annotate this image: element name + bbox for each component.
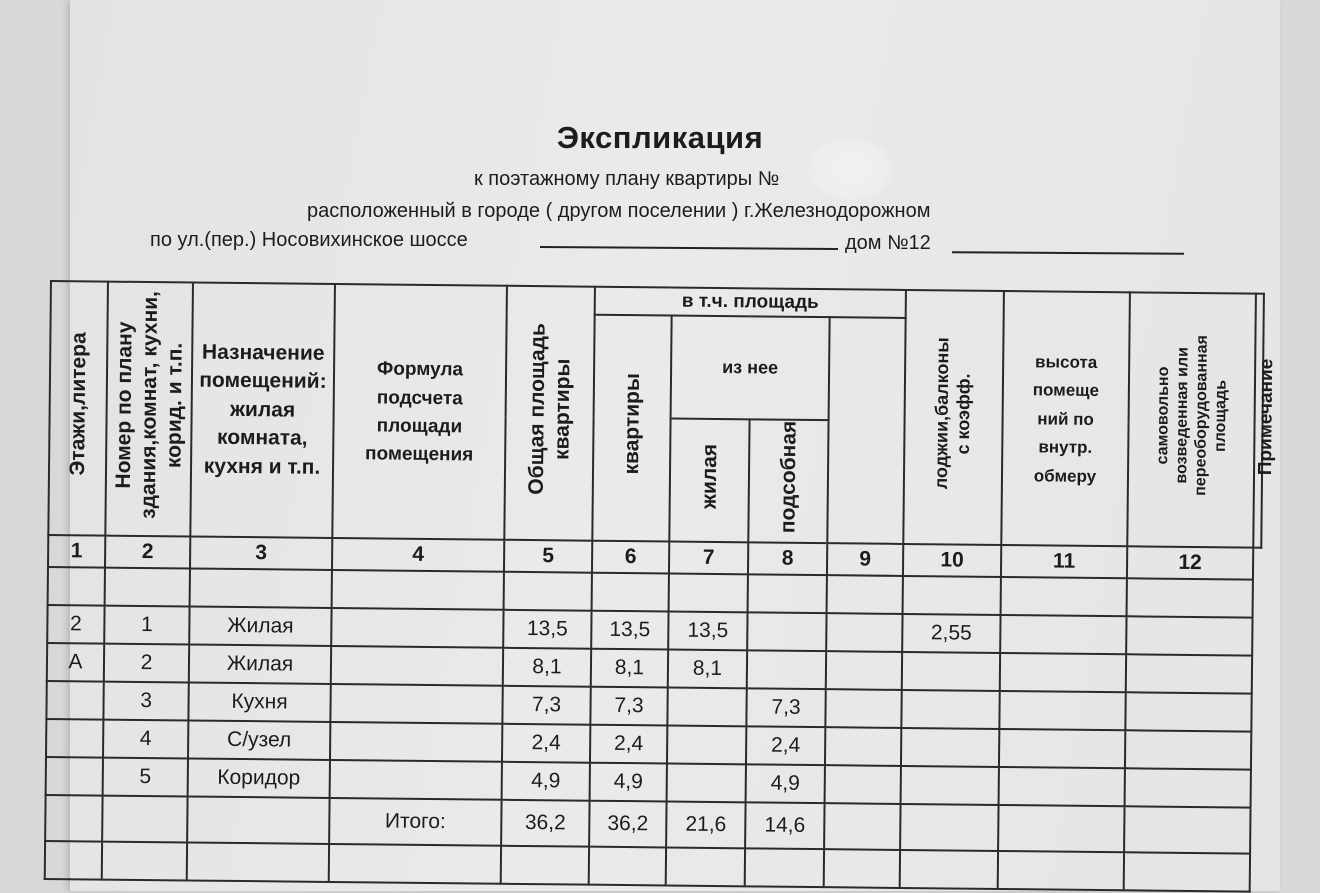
- cell-apartment-area: 2,4: [590, 725, 667, 764]
- cell-loggia: [826, 613, 902, 652]
- document-title: Экспликация: [556, 120, 764, 155]
- cell-purpose: С/узел: [188, 720, 330, 759]
- explication-table: [44, 280, 1278, 893]
- cell-living-area: 8,1: [668, 649, 747, 688]
- cell-floor: [46, 719, 103, 758]
- cell-height: [902, 652, 1000, 691]
- cell-height: 2,55: [902, 614, 1000, 653]
- cell-note: [1126, 654, 1252, 693]
- cell-formula: [331, 646, 503, 686]
- cell-floor: 2: [47, 605, 104, 644]
- cell-total-area: 4,9: [502, 762, 590, 801]
- totals-living-area: 21,6: [666, 801, 745, 848]
- cell-purpose: Жилая: [189, 644, 331, 683]
- header-total-area: Общая площадь квартиры: [504, 286, 595, 541]
- cell-apartment-area: 7,3: [590, 687, 667, 726]
- cell-note: [1125, 692, 1251, 731]
- colnum-2: 2: [105, 536, 190, 569]
- cell-illegal-area: [999, 691, 1125, 730]
- cell-total-area: 13,5: [503, 610, 591, 649]
- header-height: высота помеще ний по внутр. обмеру: [1001, 291, 1130, 546]
- header-apartment-area: квартиры: [592, 315, 671, 542]
- cell-height: [901, 690, 999, 729]
- cell-note: [1125, 768, 1251, 807]
- colnum-10: 10: [903, 544, 1001, 577]
- header-room-purpose: Назначение помещений: жилая комната, кухня и т.п.: [190, 282, 335, 537]
- colnum-8: 8: [748, 542, 827, 575]
- cell-living-area: [667, 763, 746, 802]
- cell-apartment-area: 13,5: [591, 611, 668, 650]
- cell-purpose: Жилая: [189, 606, 331, 645]
- colnum-1: 1: [48, 535, 105, 568]
- cell-formula: [330, 684, 502, 724]
- cell-total-area: 7,3: [502, 686, 590, 725]
- cell-height: [901, 728, 999, 767]
- totals-apartment-area: 36,2: [589, 801, 666, 848]
- cell-number: 1: [104, 606, 189, 645]
- colnum-5: 5: [504, 540, 592, 573]
- header-room-number: Номер по плану здания,комнат, кухни, корид. и т.п.: [105, 282, 193, 537]
- redacted-apartment-number: [808, 138, 892, 200]
- cell-living-area: 13,5: [668, 611, 747, 650]
- header-formula: Формула подсчета площади помещения: [332, 284, 507, 540]
- cell-loggia: [825, 689, 901, 728]
- cell-aux-area: 4,9: [746, 764, 825, 803]
- header-note: Примечание: [1253, 294, 1264, 548]
- cell-formula: [330, 722, 502, 762]
- header-living-area: жилая: [669, 419, 749, 543]
- cell-aux-area: [747, 612, 826, 651]
- cell-illegal-area: [1000, 653, 1126, 692]
- cell-illegal-area: [999, 767, 1125, 806]
- totals-total-area: 36,2: [501, 800, 589, 847]
- cell-aux-area: 7,3: [746, 688, 825, 727]
- header-floor: Этажи,литера: [48, 281, 108, 536]
- cell-total-area: 2,4: [502, 724, 590, 763]
- cell-illegal-area: [999, 729, 1125, 768]
- cell-purpose: Коридор: [188, 758, 330, 797]
- colnum-6: 6: [592, 541, 669, 574]
- cell-purpose: Кухня: [188, 682, 330, 721]
- cell-loggia: [825, 727, 901, 766]
- cell-floor: [46, 757, 103, 796]
- cell-height: [901, 766, 999, 805]
- colnum-4: 4: [332, 538, 504, 572]
- cell-apartment-area: 4,9: [590, 763, 667, 802]
- colnum-9: 9: [827, 543, 903, 576]
- cell-formula: [330, 760, 502, 800]
- cell-living-area: [667, 725, 746, 764]
- cell-floor: А: [47, 643, 104, 682]
- cell-living-area: [667, 687, 746, 726]
- colnum-7: 7: [669, 541, 748, 574]
- cell-aux-area: [747, 650, 826, 689]
- cell-floor: [46, 681, 103, 720]
- header-group-area: в т.ч. площадь: [595, 287, 906, 318]
- subtitle-location: расположенный в городе ( другом поселении ) г.Железнодорожном: [307, 200, 931, 222]
- house-line: дом №12: [845, 232, 931, 254]
- cell-total-area: 8,1: [503, 648, 591, 687]
- cell-note: [1125, 730, 1251, 769]
- cell-loggia: [826, 651, 902, 690]
- header-aux-area: подсобная: [748, 420, 828, 544]
- subtitle-apartment: к поэтажному плану квартиры №: [474, 168, 780, 190]
- cell-number: 4: [103, 720, 188, 759]
- colnum-11: 11: [1001, 545, 1127, 578]
- colnum-3: 3: [190, 536, 332, 569]
- header-illegal-area: самовольно возведенная или переоборудованная площадь: [1127, 292, 1256, 547]
- header-loggia: лоджии,балконы с коэфф.: [903, 290, 1004, 545]
- cell-number: 5: [103, 758, 188, 797]
- cell-loggia: [825, 765, 901, 804]
- cell-illegal-area: [1000, 615, 1126, 654]
- totals-label: Итого:: [329, 798, 501, 846]
- header-subgroup: из нее: [671, 316, 830, 421]
- cell-formula: [331, 608, 503, 648]
- street-line: по ул.(пер.) Носовихинское шоссе: [150, 229, 468, 251]
- totals-aux-area: 14,6: [745, 802, 824, 849]
- cell-note: [1126, 616, 1252, 655]
- cell-aux-area: 2,4: [746, 726, 825, 765]
- cell-number: 3: [103, 682, 188, 721]
- colnum-12: 12: [1127, 546, 1253, 579]
- cell-apartment-area: 8,1: [591, 649, 668, 688]
- cell-number: 2: [104, 644, 189, 683]
